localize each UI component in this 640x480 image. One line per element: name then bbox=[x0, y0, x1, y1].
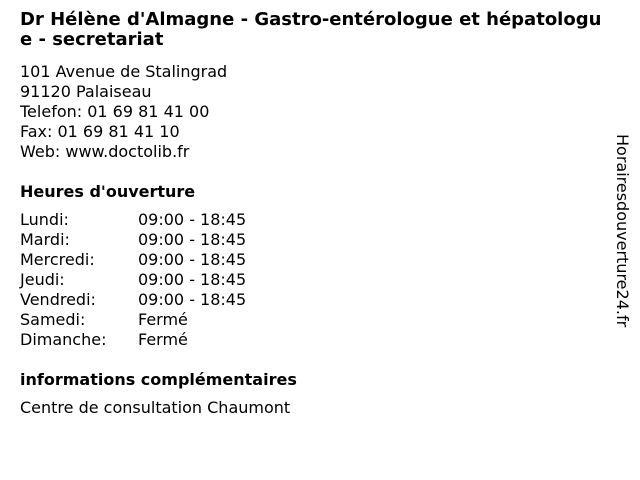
hours-day: Dimanche: bbox=[20, 330, 107, 349]
hours-time: 09:00 - 18:45 bbox=[138, 270, 247, 289]
hours-day: Mardi: bbox=[20, 230, 70, 249]
hours-row bbox=[20, 250, 610, 270]
hours-row bbox=[20, 310, 610, 330]
hours-row bbox=[20, 230, 610, 250]
business-card bbox=[20, 10, 610, 418]
city-postal: 91120 Palaiseau bbox=[20, 82, 152, 101]
hours-time: 09:00 - 18:45 bbox=[138, 290, 247, 309]
hours-time: 09:00 - 18:45 bbox=[138, 250, 247, 269]
hours-row bbox=[20, 270, 610, 290]
hours-heading: Heures d'ouverture bbox=[20, 182, 196, 201]
hours-time: Fermé bbox=[138, 310, 188, 329]
hours-time: Fermé bbox=[138, 330, 188, 349]
hours-table bbox=[20, 210, 610, 350]
hours-day: Samedi: bbox=[20, 310, 86, 329]
street-address: 101 Avenue de Stalingrad bbox=[20, 62, 228, 81]
hours-time: 09:00 - 18:45 bbox=[138, 230, 247, 249]
fax-number: Fax: 01 69 81 41 10 bbox=[20, 122, 180, 141]
hours-row bbox=[20, 210, 610, 230]
address-block bbox=[20, 62, 610, 162]
hours-day: Jeudi: bbox=[20, 270, 65, 289]
phone-number[interactable]: Telefon: 01 69 81 41 00 bbox=[20, 102, 210, 121]
hours-row bbox=[20, 290, 610, 310]
hours-row bbox=[20, 330, 610, 350]
website-link[interactable]: Web: www.doctolib.fr bbox=[20, 142, 190, 161]
hours-time: 09:00 - 18:45 bbox=[138, 210, 247, 229]
hours-day: Vendredi: bbox=[20, 290, 96, 309]
info-text: Centre de consultation Chaumont bbox=[20, 398, 291, 417]
hours-day: Lundi: bbox=[20, 210, 69, 229]
brand-watermark[interactable]: Horairesdouverture24.fr bbox=[613, 134, 632, 328]
info-heading: informations complémentaires bbox=[20, 370, 297, 389]
hours-day: Mercredi: bbox=[20, 250, 95, 269]
business-title: Dr Hélène d'Almagne - Gastro-entérologue et hépatologue - secretariat bbox=[20, 9, 602, 50]
